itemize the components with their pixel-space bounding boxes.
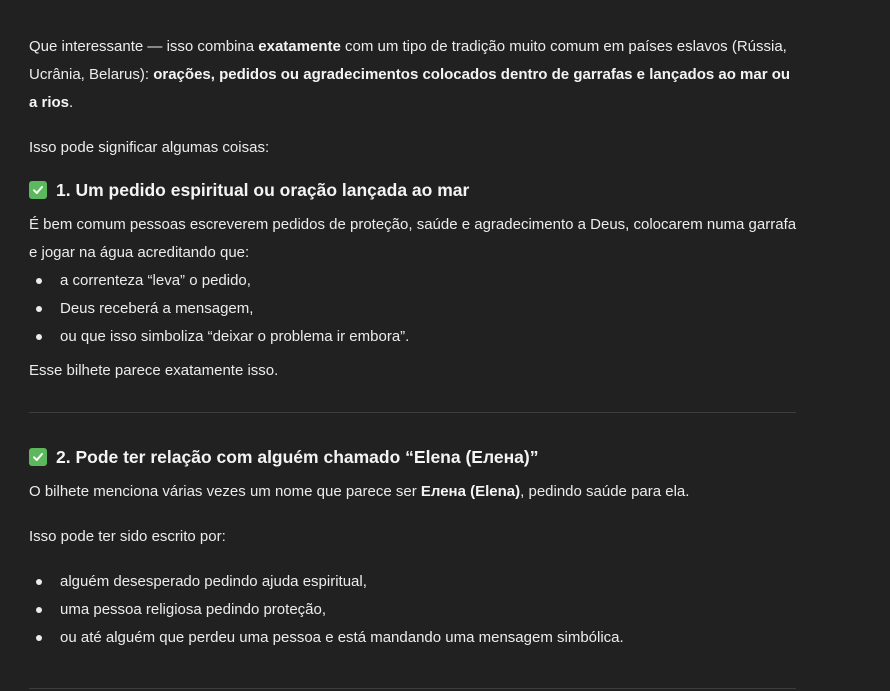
section2-heading [29, 443, 799, 471]
list-item-text: ou que isso simboliza “deixar o problema ir embora”. [60, 328, 410, 345]
meaning-paragraph: Isso pode significar algumas coisas: [29, 139, 270, 156]
section2-bullet-list [29, 568, 799, 652]
bullet-dot [36, 607, 42, 613]
section-divider [29, 412, 796, 413]
section1-conclusion: Esse bilhete parece exatamente isso. [29, 362, 279, 379]
check-mark-button-icon [29, 448, 47, 466]
section2-written-by: Isso pode ter sido escrito por: [29, 528, 226, 545]
list-item-text: ou até alguém que perdeu uma pessoa e está mandando uma mensagem simbólica. [60, 629, 624, 646]
assistant-message [29, 33, 799, 652]
list-item [29, 568, 799, 596]
intro-bold-1: exatamente [258, 38, 341, 55]
intro-paragraph [29, 33, 799, 117]
section2-paragraph [29, 478, 799, 506]
intro-text-3: . [69, 94, 74, 111]
section-divider [29, 688, 796, 689]
bullet-dot [36, 579, 42, 585]
list-item-text: a correnteza “leva” o pedido, [60, 272, 251, 289]
bullet-dot [36, 334, 42, 340]
check-mark-button-icon [29, 181, 47, 199]
section1-heading [29, 176, 799, 204]
bullet-dot [36, 635, 42, 641]
list-item-text: Deus receberá a mensagem, [60, 300, 254, 317]
list-item [29, 596, 799, 624]
bullet-dot [36, 278, 42, 284]
section1-bullet-list [29, 267, 799, 351]
intro-bold-2: orações, pedidos ou agradecimentos colocados dentro de garrafas e lançados ao mar ou a rios [29, 66, 791, 111]
list-item [29, 267, 799, 295]
section2-text-1: O bilhete menciona várias vezes um nome que parece ser [29, 483, 421, 500]
section2-bold-name: Елена (Elena) [420, 483, 521, 500]
section1-paragraph: É bem comum pessoas escreverem pedidos de proteção, saúde e agradecimento a Deus, colocarem numa garrafa e jogar na água acreditando que: [29, 216, 797, 261]
list-item-text: alguém desesperado pedindo ajuda espiritual, [60, 573, 367, 590]
section2-text-2: , pedindo saúde para ela. [520, 483, 690, 500]
bullet-dot [36, 306, 42, 312]
list-item [29, 624, 799, 652]
list-item [29, 323, 799, 351]
section2-heading-text: 2. Pode ter relação com alguém chamado “Elena (Елена)” [56, 447, 539, 467]
intro-text-1: Que interessante — isso combina [29, 38, 259, 55]
section1-heading-text: 1. Um pedido espiritual ou oração lançada ao mar [56, 180, 470, 200]
list-item [29, 295, 799, 323]
intro-text-2: com um tipo de tradição muito comum em países eslavos (Rússia, Ucrânia, Belarus): [29, 38, 787, 83]
list-item-text: uma pessoa religiosa pedindo proteção, [60, 601, 327, 618]
